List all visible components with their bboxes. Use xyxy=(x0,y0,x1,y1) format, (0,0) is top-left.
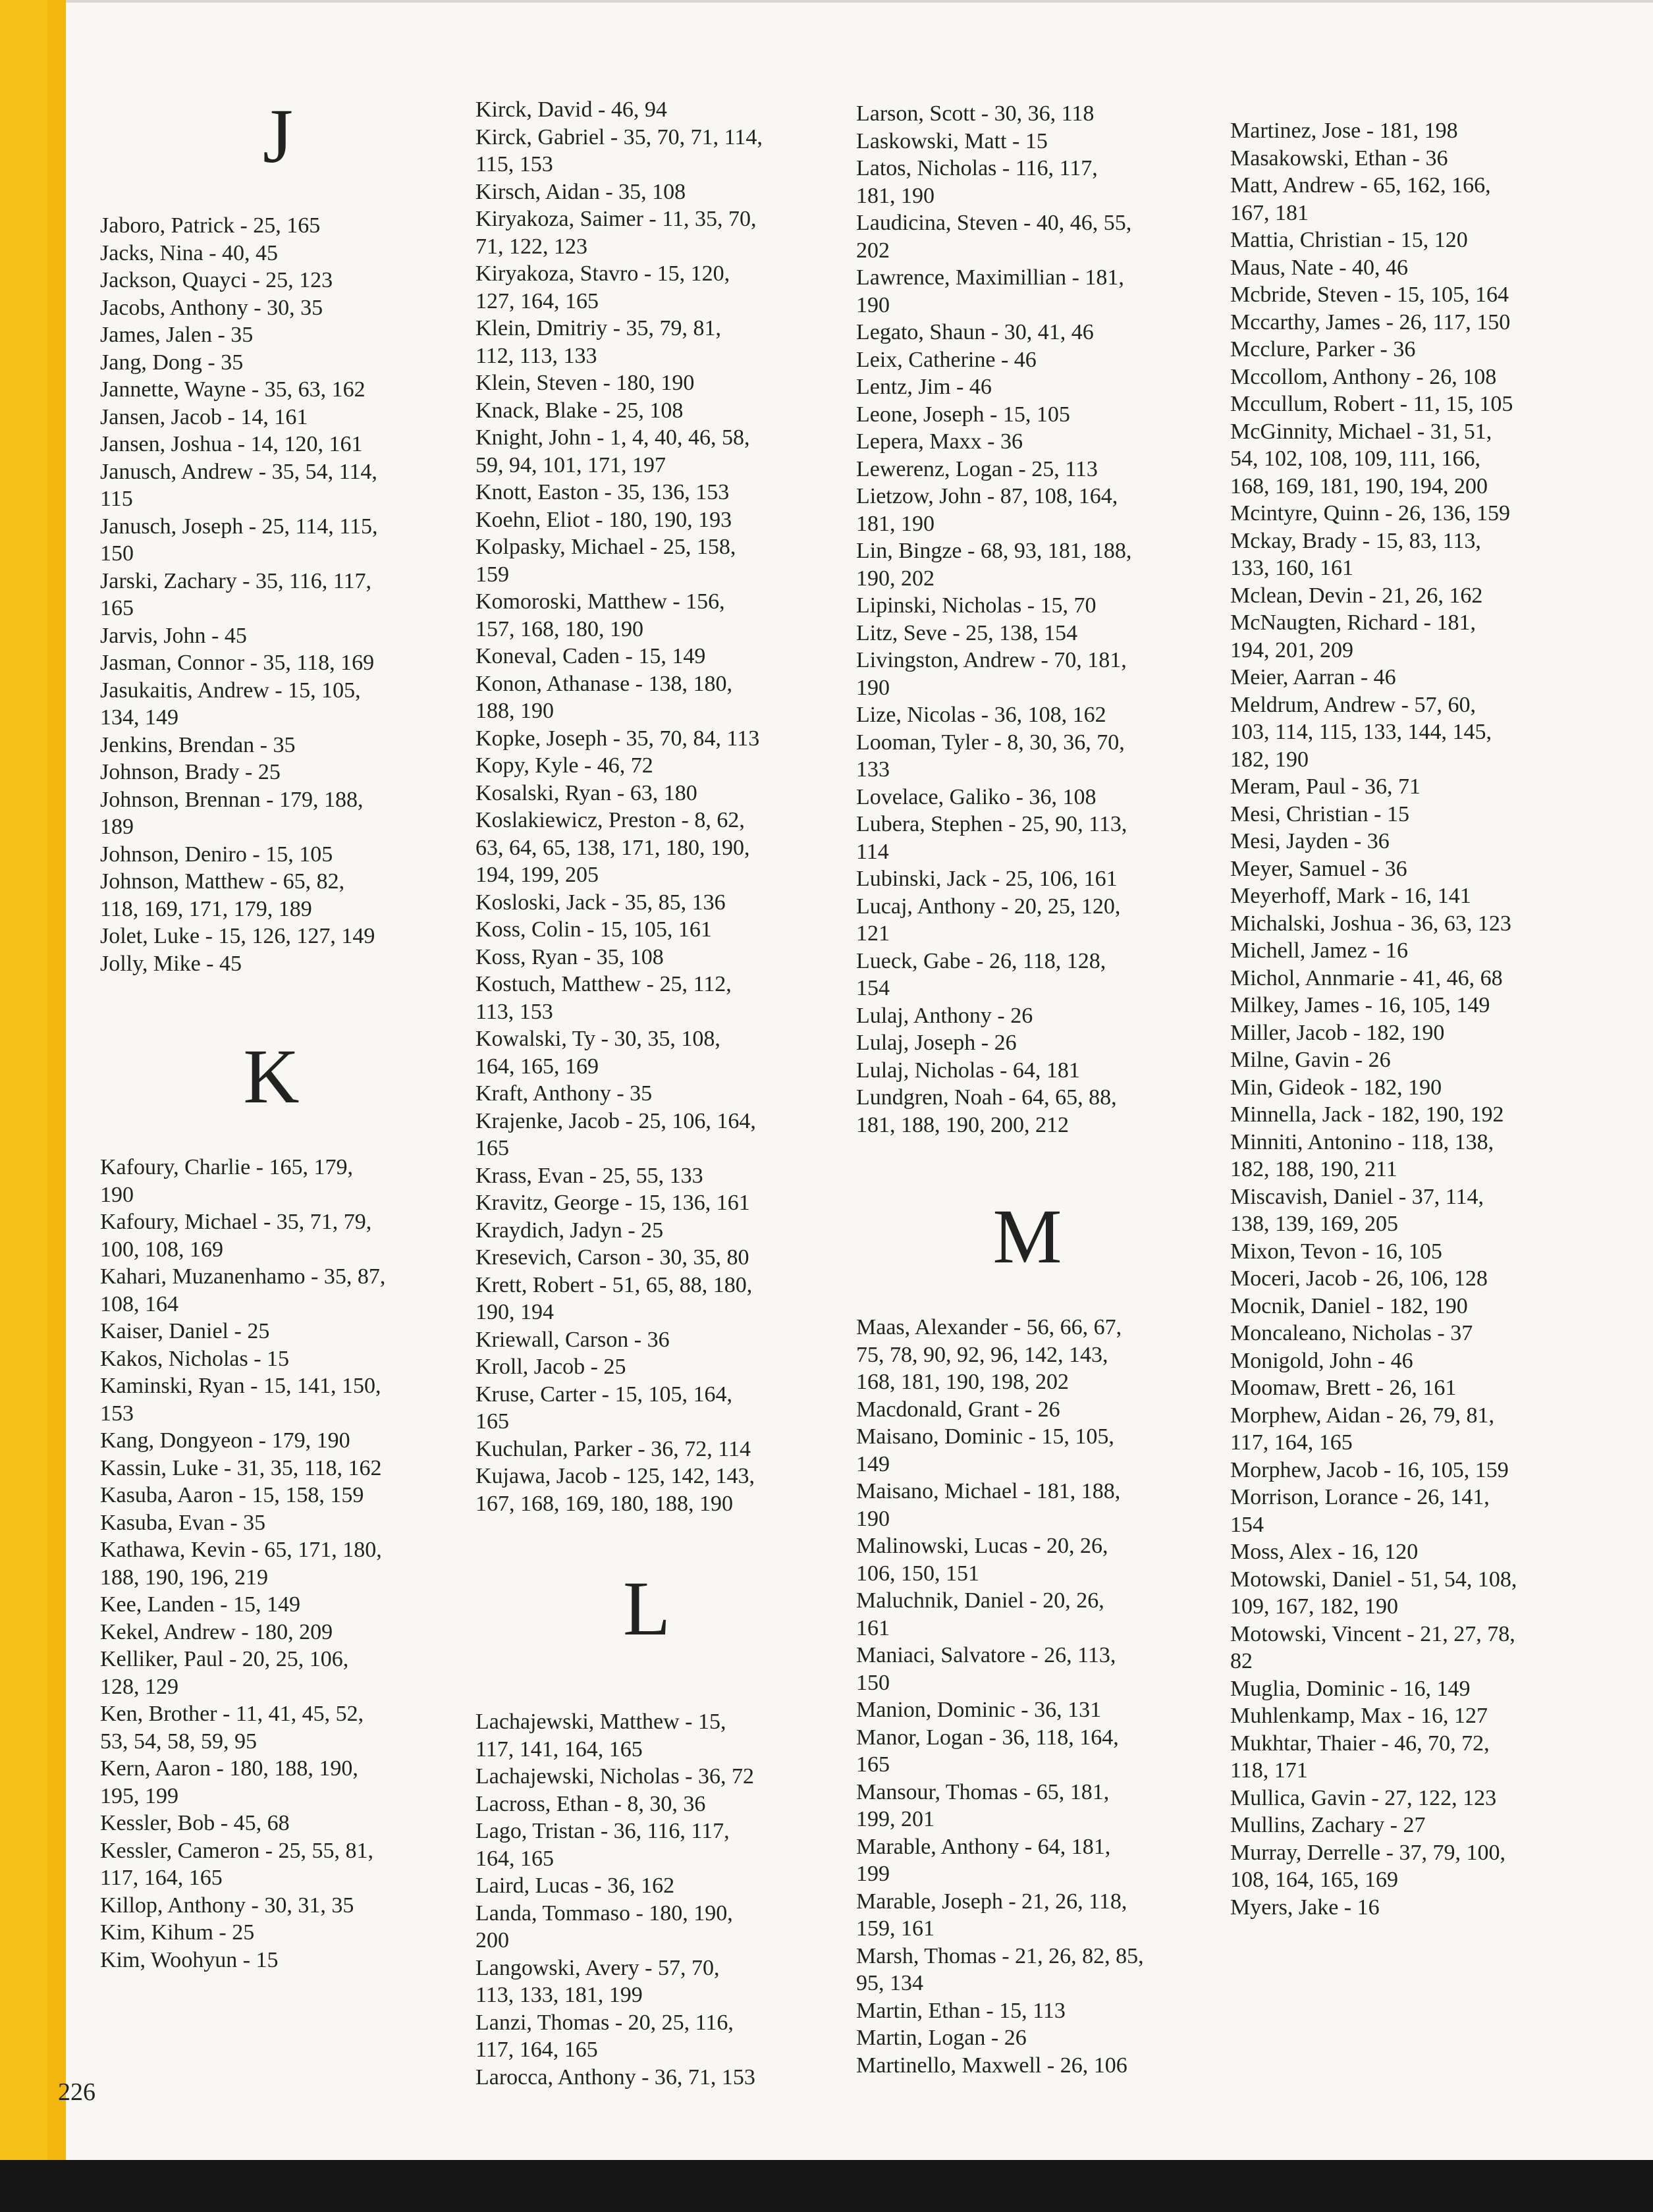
index-entry: Lachajewski, Matthew - 15, 117, 141, 164, 165 xyxy=(475,1710,726,1762)
index-entry: Leone, Joseph - 15, 105 xyxy=(856,402,1070,427)
index-entry: Kasuba, Aaron - 15, 158, 159 xyxy=(100,1483,364,1507)
index-entry: Kirck, David - 46, 94 xyxy=(475,97,667,122)
index-entry: Lachajewski, Nicholas - 36, 72 xyxy=(475,1764,754,1789)
index-entry: Janusch, Joseph - 25, 114, 115, 150 xyxy=(100,514,378,566)
index-entry: Mckay, Brady - 15, 83, 113, 133, 160, 161 xyxy=(1230,528,1481,580)
index-entry: Kee, Landen - 15, 149 xyxy=(100,1592,301,1617)
index-entry: Mesi, Christian - 15 xyxy=(1230,801,1409,826)
index-entry: Kaiser, Daniel - 25 xyxy=(100,1319,270,1343)
index-entry: Mullins, Zachary - 27 xyxy=(1230,1813,1426,1837)
index-entry: Maluchnik, Daniel - 20, 26, 161 xyxy=(856,1588,1104,1640)
index-entry: Jansen, Joshua - 14, 120, 161 xyxy=(100,432,363,456)
index-entry: Latos, Nicholas - 116, 117, 181, 190 xyxy=(856,156,1098,208)
index-entry: Konon, Athanase - 138, 180, 188, 190 xyxy=(475,671,733,723)
index-entry: Looman, Tyler - 8, 30, 36, 70, 133 xyxy=(856,730,1125,782)
index-entry: Mixon, Tevon - 16, 105 xyxy=(1230,1239,1442,1264)
index-entry: Komoroski, Matthew - 156, 157, 168, 180, 190 xyxy=(475,589,725,641)
index-entry: Marsh, Thomas - 21, 26, 82, 85, 95, 134 xyxy=(856,1943,1144,1995)
index-entry: Kafoury, Charlie - 165, 179, 190 xyxy=(100,1155,353,1207)
index-entry: Larson, Scott - 30, 36, 118 xyxy=(856,101,1095,126)
index-entry: Lovelace, Galiko - 36, 108 xyxy=(856,784,1097,809)
index-entry: Kosalski, Ryan - 63, 180 xyxy=(475,780,697,805)
index-entry: Kakos, Nicholas - 15 xyxy=(100,1346,290,1371)
index-entry: Krajenke, Jacob - 25, 106, 164, 165 xyxy=(475,1108,756,1160)
section-m-continued-entries xyxy=(1230,117,1586,1921)
index-entry: Lueck, Gabe - 26, 118, 128, 154 xyxy=(856,948,1106,1000)
index-entry: Jolly, Mike - 45 xyxy=(100,951,242,976)
index-entry: Koslakiewicz, Preston - 8, 62, 63, 64, 65, 138, 171, 180, 190, 194, 199, 205 xyxy=(475,808,750,887)
index-entry: Morrison, Lorance - 26, 141, 154 xyxy=(1230,1485,1490,1537)
index-entry: Manion, Dominic - 36, 131 xyxy=(856,1698,1102,1722)
index-entry: Kirsch, Aidan - 35, 108 xyxy=(475,179,686,204)
index-entry: Kessler, Cameron - 25, 55, 81, 117, 164, 165 xyxy=(100,1838,374,1890)
index-entry: Mccullum, Robert - 11, 15, 105 xyxy=(1230,392,1513,416)
index-entry: Kirck, Gabriel - 35, 70, 71, 114, 115, 153 xyxy=(475,124,763,176)
section-m-entries xyxy=(856,1314,1199,2079)
index-entry: Larocca, Anthony - 36, 71, 153 xyxy=(475,2064,755,2090)
index-entry: Kujawa, Jacob - 125, 142, 143, 167, 168, 169, 180, 188, 190 xyxy=(475,1464,755,1516)
index-entry: Livingston, Andrew - 70, 181, 190 xyxy=(856,648,1127,700)
index-entry: Jarski, Zachary - 35, 116, 117, 165 xyxy=(100,568,371,620)
index-entry: Murray, Derrelle - 37, 79, 100, 108, 164, 165, 169 xyxy=(1230,1840,1505,1892)
index-entry: Jansen, Jacob - 14, 161 xyxy=(100,404,308,429)
index-entry: Lubera, Stephen - 25, 90, 113, 114 xyxy=(856,812,1127,864)
index-entry: Kruse, Carter - 15, 105, 164, 165 xyxy=(475,1382,732,1434)
index-entry: McGinnity, Michael - 31, 51, 54, 102, 108, 109, 111, 166, 168, 169, 181, 190, 194, 200 xyxy=(1230,419,1492,499)
index-entry: Kim, Woohyun - 15 xyxy=(100,1947,279,1972)
index-entry: Jasukaitis, Andrew - 15, 105, 134, 149 xyxy=(100,678,361,730)
index-entry: Kiryakoza, Stavro - 15, 120, 127, 164, 165 xyxy=(475,261,730,313)
index-entry: Lin, Bingze - 68, 93, 181, 188, 190, 202 xyxy=(856,539,1132,591)
index-entry: Kelliker, Paul - 20, 25, 106, 128, 129 xyxy=(100,1647,349,1699)
index-entry: Johnson, Deniro - 15, 105 xyxy=(100,842,333,867)
index-entry: Maisano, Michael - 181, 188, 190 xyxy=(856,1479,1121,1531)
index-entry: Lipinski, Nicholas - 15, 70 xyxy=(856,593,1097,618)
index-entry: Kravitz, George - 15, 136, 161 xyxy=(475,1191,750,1215)
index-entry: Kessler, Bob - 45, 68 xyxy=(100,1811,290,1835)
index-entry: Milne, Gavin - 26 xyxy=(1230,1048,1391,1072)
index-entry: Janusch, Andrew - 35, 54, 114, 115 xyxy=(100,459,377,511)
index-entry: Leix, Catherine - 46 xyxy=(856,347,1037,372)
index-entry: Jannette, Wayne - 35, 63, 162 xyxy=(100,377,366,402)
page-number: 226 xyxy=(58,2078,95,2106)
index-entry: Mcclure, Parker - 36 xyxy=(1230,337,1416,362)
index-entry: Mullica, Gavin - 27, 122, 123 xyxy=(1230,1785,1497,1810)
index-entry: Lago, Tristan - 36, 116, 117, 164, 165 xyxy=(475,1819,730,1871)
index-entry: Koneval, Caden - 15, 149 xyxy=(475,644,706,668)
index-entry: Marable, Joseph - 21, 26, 118, 159, 161 xyxy=(856,1889,1127,1941)
index-entry: Meram, Paul - 36, 71 xyxy=(1230,774,1421,799)
gold-side-bar-edge xyxy=(47,0,66,2160)
index-entry: Mclean, Devin - 21, 26, 162 xyxy=(1230,583,1483,608)
index-entry: Litz, Seve - 25, 138, 154 xyxy=(856,620,1078,645)
index-entry: Kiryakoza, Saimer - 11, 35, 70, 71, 122, 123 xyxy=(475,207,757,259)
index-entry: Mansour, Thomas - 65, 181, 199, 201 xyxy=(856,1779,1110,1831)
index-entry: Michalski, Joshua - 36, 63, 123 xyxy=(1230,911,1511,936)
index-entry: Morphew, Aidan - 26, 79, 81, 117, 164, 165 xyxy=(1230,1403,1495,1455)
index-column-3 xyxy=(856,0,1199,2079)
index-entry: Miller, Jacob - 182, 190 xyxy=(1230,1020,1445,1045)
index-entry: Masakowski, Ethan - 36 xyxy=(1230,146,1448,171)
index-entry: Kroll, Jacob - 25 xyxy=(475,1355,626,1379)
index-entry: Legato, Shaun - 30, 41, 46 xyxy=(856,320,1094,344)
index-entry: Min, Gideok - 182, 190 xyxy=(1230,1075,1442,1100)
index-entry: Macdonald, Grant - 26 xyxy=(856,1397,1060,1422)
index-entry: Motowski, Daniel - 51, 54, 108, 109, 167, 182, 190 xyxy=(1230,1567,1517,1619)
index-entry: Meier, Aarran - 46 xyxy=(1230,665,1396,689)
index-entry: Laird, Lucas - 36, 162 xyxy=(475,1874,675,1898)
index-entry: Muhlenkamp, Max - 16, 127 xyxy=(1230,1704,1488,1728)
index-entry: Johnson, Brady - 25 xyxy=(100,760,281,784)
index-entry: Kopke, Joseph - 35, 70, 84, 113 xyxy=(475,726,760,751)
index-entry: Mccollom, Anthony - 26, 108 xyxy=(1230,364,1497,389)
index-entry: Lulaj, Anthony - 26 xyxy=(856,1003,1033,1028)
index-entry: Miscavish, Daniel - 37, 114, 138, 139, 169, 205 xyxy=(1230,1184,1484,1236)
index-entry: Myers, Jake - 16 xyxy=(1230,1895,1380,1920)
index-entry: Kang, Dongyeon - 179, 190 xyxy=(100,1428,350,1453)
index-entry: Lubinski, Jack - 25, 106, 161 xyxy=(856,867,1118,891)
letter-heading: J xyxy=(263,93,293,179)
index-entry: Knott, Easton - 35, 136, 153 xyxy=(475,480,730,504)
index-entry: Lulaj, Nicholas - 64, 181 xyxy=(856,1058,1080,1083)
index-entry: Mukhtar, Thaier - 46, 70, 72, 118, 171 xyxy=(1230,1731,1490,1783)
index-entry: Mcintyre, Quinn - 26, 136, 159 xyxy=(1230,501,1510,526)
section-l-entries xyxy=(475,1708,818,2091)
index-entry: Monigold, John - 46 xyxy=(1230,1348,1413,1373)
index-entry: Moceri, Jacob - 26, 106, 128 xyxy=(1230,1266,1488,1291)
index-entry: Mcbride, Steven - 15, 105, 164 xyxy=(1230,283,1509,307)
index-entry: Jarvis, John - 45 xyxy=(100,623,247,648)
index-entry: Ken, Brother - 11, 41, 45, 52, 53, 54, 58, 59, 95 xyxy=(100,1702,364,1754)
index-entry: Lietzow, John - 87, 108, 164, 181, 190 xyxy=(856,484,1118,536)
index-entry: Knack, Blake - 25, 108 xyxy=(475,398,684,423)
index-entry: Martinello, Maxwell - 26, 106 xyxy=(856,2053,1127,2078)
section-j-entries xyxy=(100,212,429,977)
index-entry: Moomaw, Brett - 26, 161 xyxy=(1230,1376,1457,1400)
index-entry: Morphew, Jacob - 16, 105, 159 xyxy=(1230,1457,1509,1482)
index-entry: Kim, Kihum - 25 xyxy=(100,1920,255,1945)
index-entry: Landa, Tommaso - 180, 190, 200 xyxy=(475,1901,733,1953)
index-entry: Koss, Colin - 15, 105, 161 xyxy=(475,917,712,942)
index-entry: Martin, Ethan - 15, 113 xyxy=(856,1998,1066,2023)
index-entry: Jaboro, Patrick - 25, 165 xyxy=(100,213,321,238)
index-entry: Muglia, Dominic - 16, 149 xyxy=(1230,1676,1471,1701)
letter-heading: M xyxy=(992,1193,1062,1280)
letter-heading: K xyxy=(243,1033,300,1119)
index-entry: Michol, Annmarie - 41, 46, 68 xyxy=(1230,965,1503,990)
index-entry: Martin, Logan - 26 xyxy=(856,2026,1027,2050)
index-column-4 xyxy=(1230,0,1586,1921)
index-entry: Maus, Nate - 40, 46 xyxy=(1230,255,1409,280)
index-entry: Kafoury, Michael - 35, 71, 79, 100, 108, 169 xyxy=(100,1210,372,1262)
index-entry: Kathawa, Kevin - 65, 171, 180, 188, 190, 196, 219 xyxy=(100,1538,382,1590)
index-entry: Kolpasky, Michael - 25, 158, 159 xyxy=(475,535,736,587)
index-entry: Kaminski, Ryan - 15, 141, 150, 153 xyxy=(100,1374,381,1426)
index-entry: Kahari, Muzanenhamo - 35, 87, 108, 164 xyxy=(100,1264,386,1316)
index-entry: Lewerenz, Logan - 25, 113 xyxy=(856,456,1098,481)
index-entry: Jenkins, Brendan - 35 xyxy=(100,732,296,757)
index-entry: Knight, John - 1, 4, 40, 46, 58, 59, 94, 101, 171, 197 xyxy=(475,425,750,477)
index-column-2 xyxy=(475,0,818,2091)
scan-bottom-band xyxy=(0,2160,1653,2212)
index-entry: Kosloski, Jack - 35, 85, 136 xyxy=(475,890,726,915)
index-entry: Moss, Alex - 16, 120 xyxy=(1230,1540,1419,1564)
index-entry: Kopy, Kyle - 46, 72 xyxy=(475,753,653,778)
index-entry: Koss, Ryan - 35, 108 xyxy=(475,944,664,969)
index-entry: Klein, Steven - 180, 190 xyxy=(475,371,695,395)
index-entry: Matt, Andrew - 65, 162, 166, 167, 181 xyxy=(1230,173,1491,225)
index-entry: Mccarthy, James - 26, 117, 150 xyxy=(1230,310,1511,335)
index-entry: Maas, Alexander - 56, 66, 67, 75, 78, 90, 92, 96, 142, 143, 168, 181, 190, 198, 202 xyxy=(856,1315,1122,1394)
index-entry: Koehn, Eliot - 180, 190, 193 xyxy=(475,507,732,532)
index-entry: Krett, Robert - 51, 65, 88, 180, 190, 194 xyxy=(475,1272,753,1324)
index-entry: Johnson, Matthew - 65, 82, 118, 169, 171, 179, 189 xyxy=(100,869,345,921)
index-entry: Kekel, Andrew - 180, 209 xyxy=(100,1619,333,1644)
index-entry: Laskowski, Matt - 15 xyxy=(856,128,1048,153)
index-entry: Jolet, Luke - 15, 126, 127, 149 xyxy=(100,924,375,948)
letter-heading: L xyxy=(622,1565,671,1652)
index-entry: Langowski, Avery - 57, 70, 113, 133, 181, 199 xyxy=(475,1955,720,2007)
index-entry: Maisano, Dominic - 15, 105, 149 xyxy=(856,1424,1114,1476)
index-entry: Mocnik, Daniel - 182, 190 xyxy=(1230,1293,1468,1318)
index-entry: Mattia, Christian - 15, 120 xyxy=(1230,228,1468,252)
index-entry: Lanzi, Thomas - 20, 25, 116, 117, 164, 165 xyxy=(475,2010,734,2062)
section-k-entries xyxy=(100,1154,429,1974)
index-entry: Meldrum, Andrew - 57, 60, 103, 114, 115, 133, 144, 145, 182, 190 xyxy=(1230,692,1492,772)
index-entry: Klein, Dmitriy - 35, 79, 81, 112, 113, 133 xyxy=(475,316,722,368)
index-entry: Jacobs, Anthony - 30, 35 xyxy=(100,295,323,320)
index-entry: Laudicina, Steven - 40, 46, 55, 202 xyxy=(856,211,1132,263)
index-entry: Motowski, Vincent - 21, 27, 78, 82 xyxy=(1230,1621,1515,1673)
index-entry: Kassin, Luke - 31, 35, 118, 162 xyxy=(100,1455,382,1480)
index-entry: Lepera, Maxx - 36 xyxy=(856,429,1023,454)
index-entry: Manor, Logan - 36, 118, 164, 165 xyxy=(856,1725,1119,1777)
index-entry: Lacross, Ethan - 8, 30, 36 xyxy=(475,1791,706,1816)
index-entry: Milkey, James - 16, 105, 149 xyxy=(1230,993,1490,1017)
index-entry: McNaugten, Richard - 181, 194, 201, 209 xyxy=(1230,610,1476,662)
index-entry: Mesi, Jayden - 36 xyxy=(1230,829,1390,853)
section-k-continued-entries xyxy=(475,96,818,1517)
index-entry: Lentz, Jim - 46 xyxy=(856,375,992,399)
index-entry: Michell, Jamez - 16 xyxy=(1230,938,1409,963)
index-entry: Kern, Aaron - 180, 188, 190, 195, 199 xyxy=(100,1756,358,1808)
index-entry: Krass, Evan - 25, 55, 133 xyxy=(475,1163,703,1188)
index-entry: Moncaleano, Nicholas - 37 xyxy=(1230,1321,1473,1345)
index-entry: Kasuba, Evan - 35 xyxy=(100,1510,266,1535)
section-l-continued-entries xyxy=(856,100,1199,1139)
index-entry: James, Jalen - 35 xyxy=(100,323,254,347)
index-entry: Lize, Nicolas - 36, 108, 162 xyxy=(856,703,1106,727)
index-entry: Meyer, Samuel - 36 xyxy=(1230,856,1407,881)
index-entry: Kostuch, Matthew - 25, 112, 113, 153 xyxy=(475,972,732,1024)
index-column-1 xyxy=(100,0,429,1974)
index-entry: Minniti, Antonino - 118, 138, 182, 188, 190, 211 xyxy=(1230,1129,1494,1181)
index-entry: Jang, Dong - 35 xyxy=(100,350,244,375)
index-entry: Maniaci, Salvatore - 26, 113, 150 xyxy=(856,1643,1116,1695)
index-entry: Kresevich, Carson - 30, 35, 80 xyxy=(475,1245,749,1270)
index-entry: Kraft, Anthony - 35 xyxy=(475,1081,653,1106)
index-entry: Killop, Anthony - 30, 31, 35 xyxy=(100,1893,354,1918)
index-entry: Lawrence, Maximillian - 181, 190 xyxy=(856,265,1124,317)
index-entry: Meyerhoff, Mark - 16, 141 xyxy=(1230,884,1471,908)
index-entry: Lucaj, Anthony - 20, 25, 120, 121 xyxy=(856,894,1121,946)
index-entry: Kriewall, Carson - 36 xyxy=(475,1327,670,1352)
index-entry: Jackson, Quayci - 25, 123 xyxy=(100,268,333,292)
index-entry: Lundgren, Noah - 64, 65, 88, 181, 188, 190, 200, 212 xyxy=(856,1085,1117,1137)
index-entry: Jasman, Connor - 35, 118, 169 xyxy=(100,651,375,675)
index-entry: Malinowski, Lucas - 20, 26, 106, 150, 151 xyxy=(856,1534,1108,1586)
index-entry: Kraydich, Jadyn - 25 xyxy=(475,1218,664,1243)
index-entry: Jacks, Nina - 40, 45 xyxy=(100,240,279,265)
index-entry: Kowalski, Ty - 30, 35, 108, 164, 165, 169 xyxy=(475,1027,720,1079)
index-entry: Marable, Anthony - 64, 181, 199 xyxy=(856,1834,1111,1886)
index-entry: Minnella, Jack - 182, 190, 192 xyxy=(1230,1102,1504,1127)
index-entry: Martinez, Jose - 181, 198 xyxy=(1230,119,1458,143)
index-entry: Lulaj, Joseph - 26 xyxy=(856,1031,1017,1055)
index-entry: Kuchulan, Parker - 36, 72, 114 xyxy=(475,1436,751,1461)
index-entry: Johnson, Brennan - 179, 188, 189 xyxy=(100,787,364,839)
